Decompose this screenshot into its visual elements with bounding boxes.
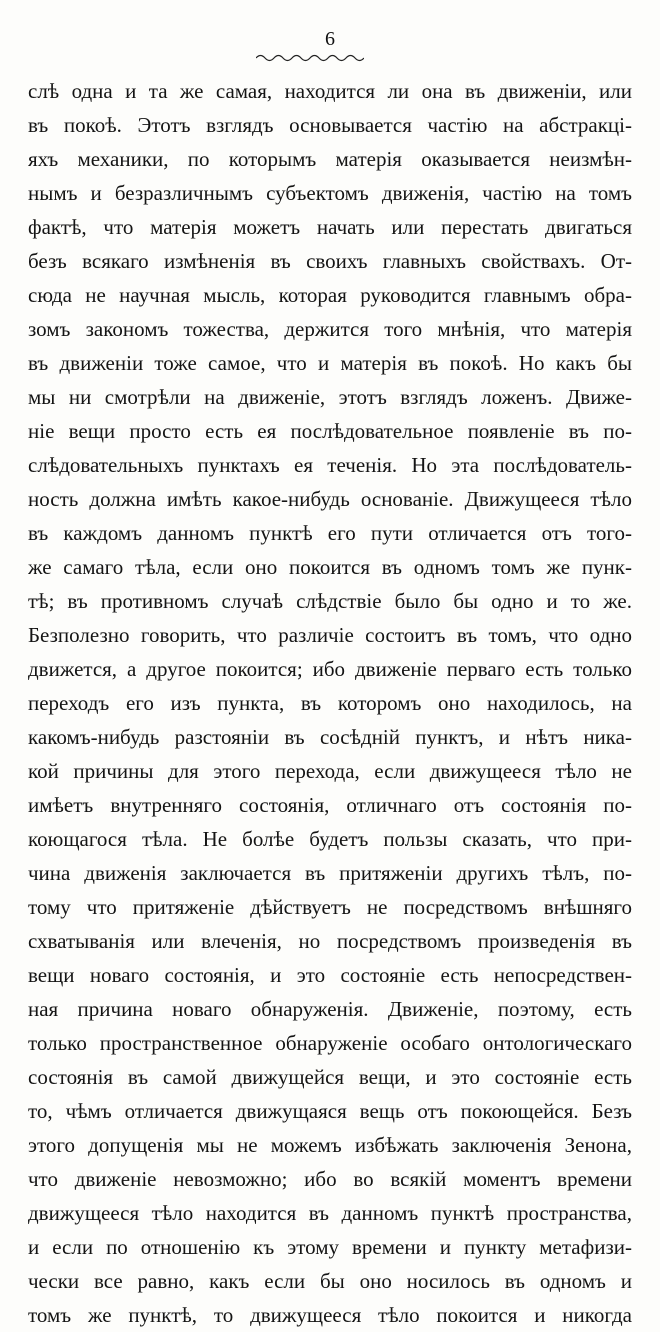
text-line: въ покоѣ. Этотъ взглядъ основывается частію на абстракці-	[28, 113, 632, 137]
text-line: Безполезно говорить, что различіе состоитъ въ томъ, что одно	[28, 623, 632, 647]
text-line: мы ни смотрѣли на движеніе, этотъ взглядъ ложенъ. Движе-	[28, 385, 632, 409]
text-line: ная причина новаго обнаруженія. Движеніе, поэтому, есть	[28, 997, 632, 1021]
text-line: чина движенія заключается въ притяженіи другихъ тѣлъ, по-	[28, 861, 632, 885]
text-line: схватыванія или влеченія, но посредствомъ произведенія въ	[28, 929, 632, 953]
page-number: 6	[325, 28, 335, 50]
text-line: то, чѣмъ отличается движущаяся вещь отъ покоющейся. Безъ	[28, 1099, 632, 1123]
text-line: кой причины для этого перехода, если движущееся тѣло не	[28, 759, 632, 783]
text-line: вещи новаго состоянія, и это состояніе есть непосредствен-	[28, 963, 632, 987]
text-line: только пространственное обнаруженіе особаго онтологическаго	[28, 1031, 632, 1055]
text-line: движется, а другое покоится; ибо движеніе перваго есть только	[28, 657, 632, 681]
text-line: фактѣ, что матерія можетъ начать или перестать двигаться	[28, 215, 632, 239]
text-line: этого допущенія мы не можемъ избѣжать заключенія Зенона,	[28, 1133, 632, 1157]
text-line: сюда не научная мысль, которая руководится главнымъ обра-	[28, 283, 632, 307]
text-line: же самаго тѣла, если оно покоится въ одномъ томъ же пунк-	[28, 555, 632, 579]
text-line: въ каждомъ данномъ пунктѣ его пути отличается отъ того-	[28, 521, 632, 545]
text-line: безъ всякаго измѣненія въ своихъ главныхъ свойствахъ. От-	[28, 249, 632, 273]
text-line: слѣ одна и та же самая, находится ли она въ движеніи, или	[28, 79, 632, 103]
page-header	[0, 28, 660, 51]
text-line: имѣетъ внутренняго состоянія, отличнаго отъ состоянія по-	[28, 793, 632, 817]
body-text	[28, 74, 632, 1332]
text-line: какомъ-нибудь разстояніи въ сосѣдній пунктъ, и нѣтъ ника-	[28, 725, 632, 749]
text-line: тѣ; въ противномъ случаѣ слѣдствіе было бы одно и то же.	[28, 589, 632, 613]
text-line: состоянія въ самой движущейся вещи, и это состояніе есть	[28, 1065, 632, 1089]
text-line: слѣдовательныхъ пунктахъ ея теченія. Но эта послѣдователь-	[28, 453, 632, 477]
text-line: зомъ закономъ тожества, держится того мнѣнія, что матерія	[28, 317, 632, 341]
text-line: ность должна имѣть какое-нибудь основаніе. Движущееся тѣло	[28, 487, 632, 511]
text-line: въ движеніи тоже самое, что и матерія въ покоѣ. Но какъ бы	[28, 351, 632, 375]
text-line: коющагося тѣла. Не болѣе будетъ пользы сказать, что при-	[28, 827, 632, 851]
wavy-ornament	[256, 53, 364, 63]
text-line: нымъ и безразличнымъ субъектомъ движенія, частію на томъ	[28, 181, 632, 205]
text-line: яхъ механики, по которымъ матерія оказывается неизмѣн-	[28, 147, 632, 171]
text-line: движущееся тѣло находится въ данномъ пунктѣ пространства,	[28, 1201, 632, 1225]
text-line: переходъ его изъ пункта, въ которомъ оно находилось, на	[28, 691, 632, 715]
text-line: тому что притяженіе дѣйствуетъ не посредствомъ внѣшняго	[28, 895, 632, 919]
text-line: ніе вещи просто есть ея послѣдовательное появленіе въ по-	[28, 419, 632, 443]
text-line: чески все равно, какъ если бы оно носилось въ одномъ и	[28, 1269, 632, 1293]
text-line: что движеніе невозможно; ибо во всякій моментъ времени	[28, 1167, 632, 1191]
text-line: и если по отношенію къ этому времени и пункту метафизи-	[28, 1235, 632, 1259]
text-line: томъ же пунктѣ, то движущееся тѣло покоится и никогда	[28, 1303, 632, 1327]
